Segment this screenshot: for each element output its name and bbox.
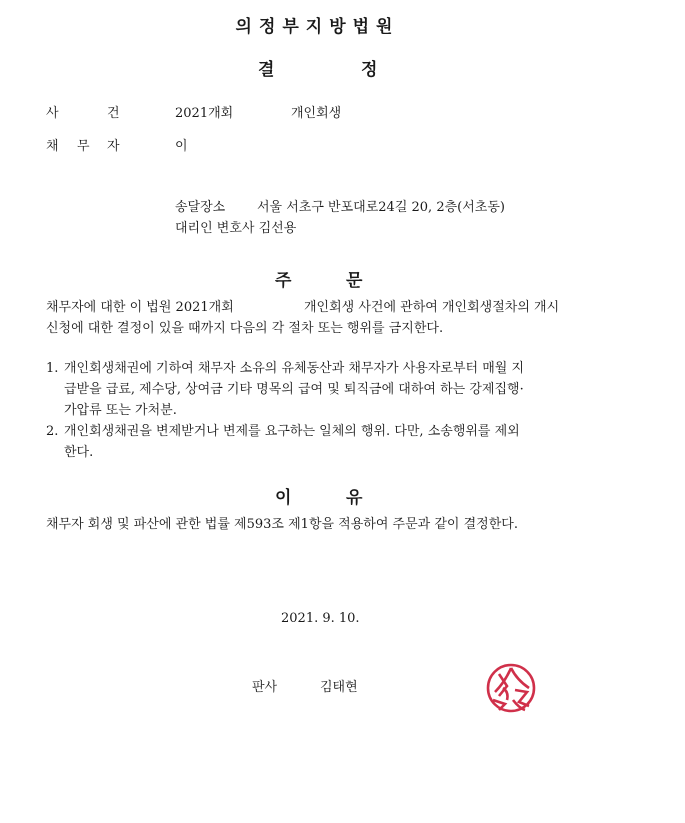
order-intro-line-1a: 채무자에 대한 이 법원 2021개회	[46, 300, 234, 315]
doc-title-char-1: 결	[258, 60, 275, 80]
item-2-line-2: 한다.	[64, 445, 94, 460]
reason-text: 채무자 회생 및 파산에 관한 법률 제593조 제1항을 적용하여 주문과 같이 결정한다.	[46, 517, 518, 532]
order-intro-line-1b: 개인회생 사건에 관하여 개인회생절차의 개시	[304, 300, 560, 315]
case-number: 2021개회	[175, 106, 234, 121]
reason-heading-char-1: 이	[275, 488, 292, 508]
reason-heading-char-2: 유	[346, 488, 363, 508]
decision-date: 2021. 9. 10.	[281, 611, 360, 626]
item-1-line-2: 급받을 급료, 제수당, 상여금 기타 명목의 급여 및 퇴직금에 대하여 하는 강제집행·	[64, 382, 524, 397]
item-1-line-1: 개인회생채권에 기하여 채무자 소유의 유체동산과 채무자가 사용자로부터 매월 지	[64, 361, 525, 376]
order-heading-char-1: 주	[275, 271, 292, 291]
order-heading-char-2: 문	[346, 271, 363, 291]
service-label: 송달장소	[175, 200, 226, 215]
case-type: 개인회생	[291, 106, 342, 121]
debtor-label-char-1: 채	[46, 139, 59, 154]
case-label-char-2: 건	[107, 106, 120, 121]
item-1-number: 1.	[46, 361, 59, 376]
doc-title-char-2: 정	[361, 60, 378, 80]
debtor-label-char-3: 자	[107, 139, 120, 154]
item-2-number: 2.	[46, 424, 59, 439]
court-name: 의정부지방법원	[235, 17, 400, 37]
service-address: 서울 서초구 반포대로24길 20, 2층(서초동)	[257, 200, 505, 215]
judge-title: 판사	[252, 680, 278, 695]
judge-seal-icon	[485, 662, 537, 714]
debtor-name: 이	[175, 139, 188, 154]
judge-name: 김태현	[320, 680, 358, 695]
item-1-line-3: 가압류 또는 가처분.	[64, 403, 177, 418]
debtor-label-char-2: 무	[77, 139, 90, 154]
case-label-char-1: 사	[46, 106, 59, 121]
service-agent: 대리인 변호사 김선용	[175, 221, 297, 236]
item-2-line-1: 개인회생채권을 변제받거나 변제를 요구하는 일체의 행위. 다만, 소송행위를 제외	[64, 424, 520, 439]
order-intro-line-2: 신청에 대한 결정이 있을 때까지 다음의 각 절차 또는 행위를 금지한다.	[46, 321, 444, 336]
